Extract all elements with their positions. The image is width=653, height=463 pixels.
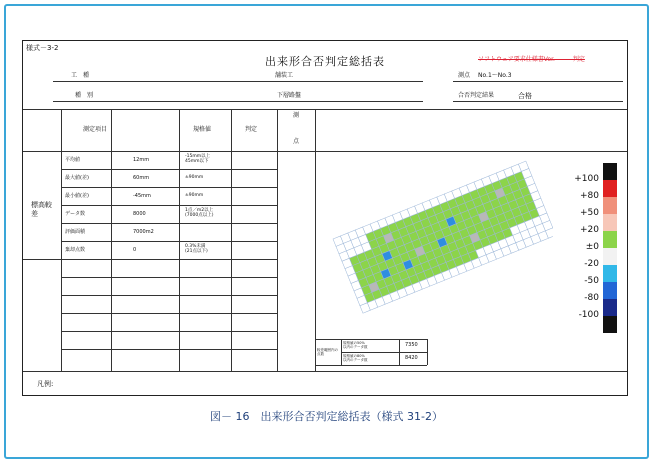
header-sokuten-2: 点 xyxy=(293,138,300,145)
legend-label: ±0 xyxy=(585,242,599,252)
legend-swatch xyxy=(603,197,617,214)
legend-label: -80 xyxy=(584,293,599,303)
item-spec: -15mm以上 45mm以下 xyxy=(185,154,211,165)
form-id: 様式－3-2 xyxy=(26,44,59,52)
koshu-value: 舗装工 xyxy=(275,72,294,79)
header-sokuten-1: 測 xyxy=(293,112,300,119)
sokuten-label: 測点 xyxy=(458,72,471,79)
legend-swatch xyxy=(603,231,617,248)
shubetsu-label: 種 別 xyxy=(75,92,94,99)
summary-row-2-value: 8420 xyxy=(405,355,418,361)
shubetsu-value: 下層路盤 xyxy=(277,92,302,99)
item-value: 7000m2 xyxy=(133,229,154,235)
header-hantei: 判定 xyxy=(245,126,258,133)
item-value: 12mm xyxy=(133,157,150,163)
item-spec: 1点／m2以上 (7000点以上) xyxy=(185,208,214,219)
item-value: 60mm xyxy=(133,175,150,181)
item-spec: 0.3%未満 (21点以下) xyxy=(185,244,208,255)
judgment-summary-sheet xyxy=(22,40,628,396)
item-name: 棄却点数 xyxy=(65,247,86,253)
item-name: データ数 xyxy=(65,211,86,217)
item-value: 0 xyxy=(133,247,137,253)
legend-swatch xyxy=(603,282,617,299)
item-name: 平均値 xyxy=(65,157,81,163)
legend-label: +100 xyxy=(574,174,599,184)
legend-swatch xyxy=(603,316,617,333)
item-value: -45mm xyxy=(133,193,151,199)
legend-swatch xyxy=(603,214,617,231)
legend-swatch xyxy=(603,248,617,265)
item-spec: ±90mm xyxy=(185,193,204,198)
item-name: 評価面積 xyxy=(65,229,86,235)
koshu-label: 工 種 xyxy=(71,72,90,79)
legend-swatch xyxy=(603,163,617,180)
summary-row-2-label: 規格値の80% 以内のデータ数 xyxy=(343,354,368,363)
summary-row-1-label: 規格値の50% 以内のデータ数 xyxy=(343,341,368,350)
header-item: 測定項目 xyxy=(83,126,108,133)
elevation-difference-heatmap xyxy=(323,159,553,329)
stamp-text: ソフトウェア要求仕様書Ver. 判定 xyxy=(478,56,585,63)
legend-label: -50 xyxy=(584,276,599,286)
item-name: 最大値(差) xyxy=(65,175,89,181)
legend-label: -20 xyxy=(584,259,599,269)
legend-swatch xyxy=(603,299,617,316)
kekka-value: 合格 xyxy=(518,92,532,100)
kekka-label: 合否判定結果 xyxy=(458,92,495,99)
header-kikaku: 規格値 xyxy=(193,126,212,133)
item-name: 最小値(差) xyxy=(65,193,89,199)
summary-row-1-value: 7350 xyxy=(405,342,418,348)
sheet-title: 出来形合否判定総括表 xyxy=(265,55,385,68)
legend-label: +20 xyxy=(580,225,599,235)
notes-label: 凡例: xyxy=(37,380,54,388)
legend-label: -100 xyxy=(578,310,599,320)
figure-caption: 図－ 16 出来形合否判定総括表（様式 31-2） xyxy=(210,410,443,423)
category-label: 標高較差 xyxy=(31,201,52,219)
legend-swatch xyxy=(603,265,617,282)
summary-left-label: 較差範囲内の 点数 xyxy=(317,348,338,357)
legend-swatch xyxy=(603,180,617,197)
legend-label: +80 xyxy=(580,191,599,201)
sokuten-value: No.1～No.3 xyxy=(478,72,512,79)
legend-label: +50 xyxy=(580,208,599,218)
item-spec: ±90mm xyxy=(185,175,204,180)
item-value: 8000 xyxy=(133,211,146,217)
